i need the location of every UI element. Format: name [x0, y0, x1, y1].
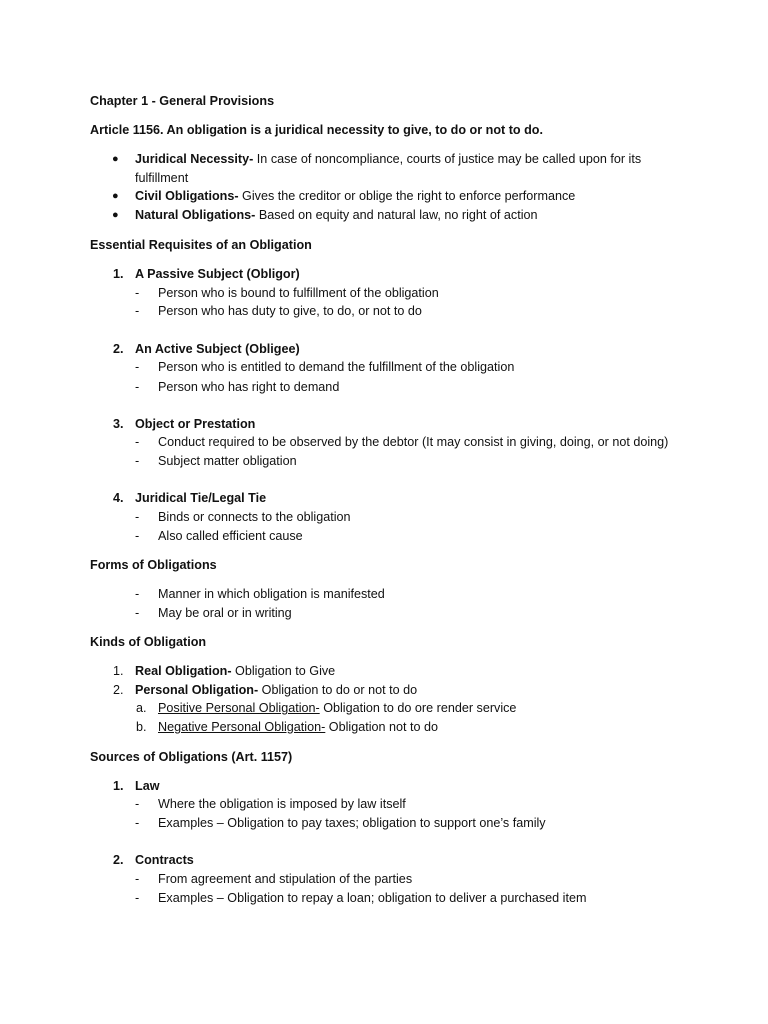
definition-text: Based on equity and natural law, no right of action	[255, 208, 538, 222]
list-item	[135, 152, 641, 168]
dash-icon: -	[135, 816, 140, 830]
requisite-title: Juridical Tie/Legal Tie	[135, 491, 267, 505]
dash-icon: -	[135, 360, 140, 374]
requisite-title: Object or Prestation	[135, 417, 256, 431]
definition-text: In case of noncompliance, courts of justice may be called upon for its	[253, 152, 642, 166]
article-1156-heading: Article 1156. An obligation is a juridical necessity to give, to do or not to do.	[90, 123, 543, 137]
list-item	[135, 208, 538, 224]
list-item	[135, 189, 575, 205]
requisite-title: An Active Subject (Obligee)	[135, 342, 300, 356]
list-item: Person who is bound to fulfillment of the obligation	[158, 286, 439, 300]
dash-icon: -	[135, 510, 140, 524]
subkind-text: Obligation to do ore render service	[319, 701, 517, 715]
kind-term: Personal Obligation-	[135, 683, 259, 697]
definition-continuation: fulfillment	[135, 171, 189, 185]
list-number: 3.	[113, 417, 124, 431]
kind-term: Real Obligation-	[135, 664, 232, 678]
dash-icon: -	[135, 891, 140, 905]
kind-text: Obligation to Give	[231, 664, 336, 678]
list-item: Also called efficient cause	[158, 529, 303, 543]
list-item	[135, 683, 417, 699]
subkind-text: Obligation not to do	[325, 720, 439, 734]
source-title: Law	[135, 779, 160, 793]
definition-term: Juridical Necessity-	[135, 152, 254, 166]
list-number: 2.	[113, 853, 124, 867]
dash-icon: -	[135, 872, 140, 886]
section-heading-kinds: Kinds of Obligation	[90, 635, 207, 649]
list-number: 1.	[113, 267, 124, 281]
bullet-icon: ●	[112, 209, 119, 221]
list-item	[135, 664, 335, 680]
dash-icon: -	[135, 587, 140, 601]
list-item: Subject matter obligation	[158, 454, 297, 468]
list-number: 2.	[113, 342, 124, 356]
list-item: Manner in which obligation is manifested	[158, 587, 385, 601]
definition-term: Civil Obligations-	[135, 189, 239, 203]
list-item: Person who has duty to give, to do, or not to do	[158, 304, 422, 318]
source-title: Contracts	[135, 853, 194, 867]
list-item	[158, 701, 516, 717]
list-item: Person who is entitled to demand the fulfillment of the obligation	[158, 360, 515, 374]
dash-icon: -	[135, 286, 140, 300]
requisite-title: A Passive Subject (Obligor)	[135, 267, 300, 281]
list-item: From agreement and stipulation of the parties	[158, 872, 413, 886]
list-item: Examples – Obligation to repay a loan; obligation to deliver a purchased item	[158, 891, 587, 905]
list-item: Binds or connects to the obligation	[158, 510, 351, 524]
dash-icon: -	[135, 380, 140, 394]
dash-icon: -	[135, 529, 140, 543]
chapter-title: Chapter 1 - General Provisions	[90, 94, 275, 108]
dash-icon: -	[135, 797, 140, 811]
definition-text: Gives the creditor or oblige the right to enforce performance	[238, 189, 576, 203]
list-letter: a.	[136, 701, 147, 715]
list-item: Examples – Obligation to pay taxes; obligation to support one’s family	[158, 816, 546, 830]
section-heading-sources: Sources of Obligations (Art. 1157)	[90, 750, 293, 764]
bullet-icon: ●	[112, 190, 119, 202]
dash-icon: -	[135, 435, 140, 449]
list-number: 4.	[113, 491, 124, 505]
list-item	[158, 720, 438, 736]
list-letter: b.	[136, 720, 147, 734]
kind-text: Obligation to do or not to do	[258, 683, 418, 697]
subkind-term: Negative Personal Obligation-	[158, 720, 326, 734]
dash-icon: -	[135, 606, 140, 620]
list-number: 2.	[113, 683, 124, 697]
definition-term: Natural Obligations-	[135, 208, 256, 222]
subkind-term: Positive Personal Obligation-	[158, 701, 320, 715]
list-number: 1.	[113, 664, 124, 678]
dash-icon: -	[135, 304, 140, 318]
section-heading-forms: Forms of Obligations	[90, 558, 217, 572]
bullet-icon: ●	[112, 153, 119, 165]
dash-icon: -	[135, 454, 140, 468]
list-item: Person who has right to demand	[158, 380, 340, 394]
list-item: Where the obligation is imposed by law itself	[158, 797, 406, 811]
list-number: 1.	[113, 779, 124, 793]
list-item: Conduct required to be observed by the debtor (It may consist in giving, doing, or not doing)	[158, 435, 669, 449]
section-heading-requisites: Essential Requisites of an Obligation	[90, 238, 312, 252]
list-item: May be oral or in writing	[158, 606, 292, 620]
